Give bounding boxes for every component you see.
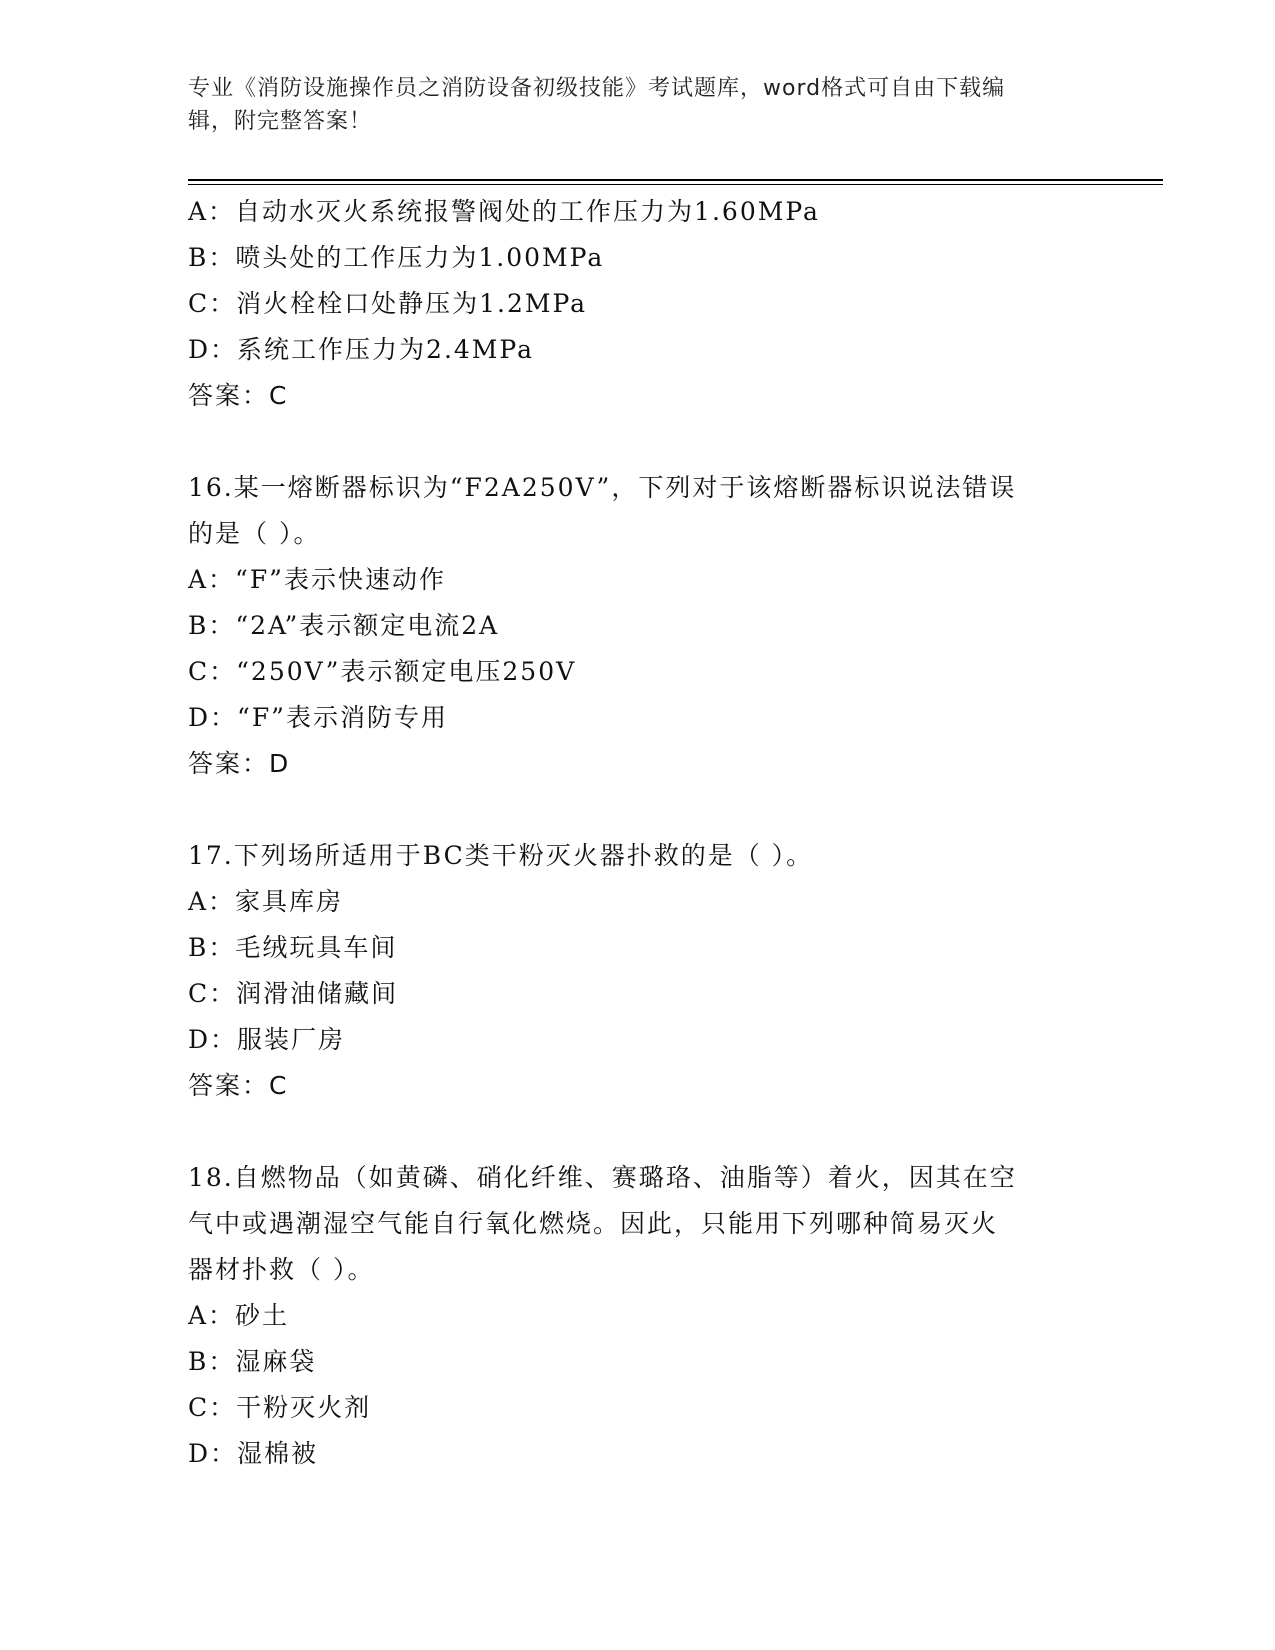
option-d: D：湿棉被 xyxy=(188,1439,319,1468)
option-d: D：“F”表示消防专用 xyxy=(188,703,448,732)
question-15 xyxy=(188,189,1088,419)
option-c: C：干粉灭火剂 xyxy=(188,1393,372,1422)
spacer xyxy=(188,787,1088,833)
option-b: B：喷头处的工作压力为1.00MPa xyxy=(188,243,605,272)
option-b: B：毛绒玩具车间 xyxy=(188,933,398,962)
option-a: A：砂土 xyxy=(188,1301,290,1330)
option-c: C：“250V”表示额定电压250V xyxy=(188,657,577,686)
answer: 答案：C xyxy=(188,381,289,410)
option-d: D：服装厂房 xyxy=(188,1025,346,1054)
question-text-line-2: 的是（ ）。 xyxy=(188,519,321,548)
option-b: B：湿麻袋 xyxy=(188,1347,317,1376)
spacer xyxy=(188,419,1088,465)
option-a: A：自动水灭火系统报警阀处的工作压力为1.60MPa xyxy=(188,197,820,226)
question-text-line-1: 18.自燃物品（如黄磷、硝化纤维、赛璐珞、油脂等）着火，因其在空 xyxy=(188,1163,1017,1192)
header-line-2: 辑，附完整答案！ xyxy=(188,109,373,134)
header-divider-thin xyxy=(188,184,1163,185)
question-text-line-1: 17.下列场所适用于BC类干粉灭火器扑救的是（ ）。 xyxy=(188,841,814,870)
question-text-line-1: 16.某一熔断器标识为“F2A250V”，下列对于该熔断器标识说法错误 xyxy=(188,473,1017,502)
answer: 答案：C xyxy=(188,1071,289,1100)
option-a: A：家具库房 xyxy=(188,887,344,916)
option-a: A：“F”表示快速动作 xyxy=(188,565,446,594)
option-c: C：润滑油储藏间 xyxy=(188,979,399,1008)
question-18 xyxy=(188,1155,1088,1477)
option-d: D：系统工作压力为2.4MPa xyxy=(188,335,535,364)
question-text-line-3: 器材扑救（ ）。 xyxy=(188,1255,375,1284)
answer: 答案：D xyxy=(188,749,291,778)
option-c: C：消火栓栓口处静压为1.2MPa xyxy=(188,289,588,318)
question-16 xyxy=(188,465,1088,787)
header-divider-thick xyxy=(188,179,1163,181)
question-text-line-2: 气中或遇潮湿空气能自行氧化燃烧。因此，只能用下列哪种简易灭火 xyxy=(188,1209,999,1238)
header-line-1: 专业《消防设施操作员之消防设备初级技能》考试题库，word格式可自由下载编 xyxy=(188,76,1006,101)
question-content xyxy=(188,189,1088,1477)
question-17 xyxy=(188,833,1088,1109)
spacer xyxy=(188,1109,1088,1155)
option-b: B：“2A”表示额定电流2A xyxy=(188,611,500,640)
document-header xyxy=(188,72,1088,138)
